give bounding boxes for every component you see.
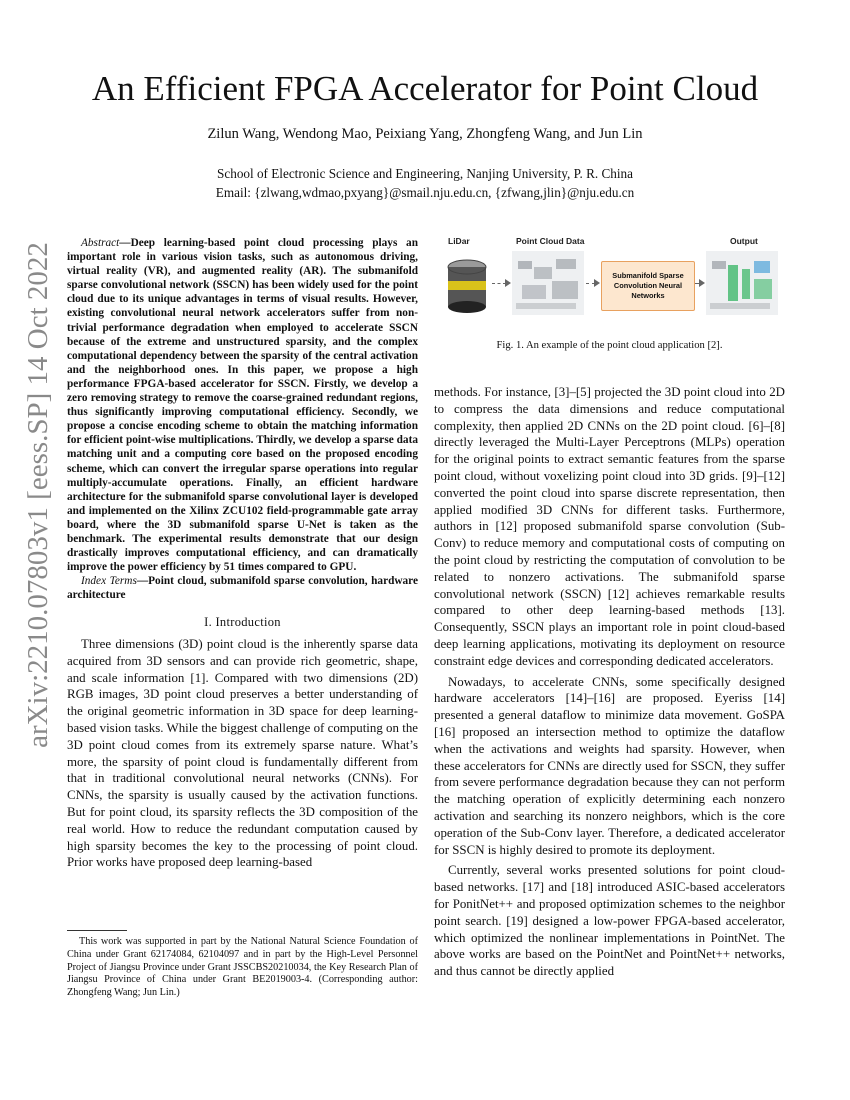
index-terms-label: Index Terms: [81, 575, 137, 588]
right-column: [434, 384, 785, 984]
arrow-lidar-to-data: [492, 283, 506, 284]
index-terms-text: —Point cloud, submanifold sparse convolution, hardware architecture: [67, 575, 418, 602]
arrowhead-icon: [699, 279, 705, 287]
paper-title: An Efficient FPGA Accelerator for Point Cloud: [91, 69, 759, 108]
output-segmentation-image: [706, 251, 778, 315]
section-heading: I. Introduction: [204, 615, 281, 630]
footnote: This work was supported in part by the National Natural Science Foundation of China under Grant 62174084, 62104097 and in part by the High-Level Personnel Project of Jiangsu Province under Grant JSSCBS20210034, the Key Research Plan of Jiangsu Province of China under Grant BE2019003-4. (Corresponding author: Zhongfeng Wang; Jun Lin.): [67, 936, 418, 999]
figure-caption: Fig. 1. An example of the point cloud application [2].: [496, 340, 723, 351]
arrowhead-icon: [505, 279, 511, 287]
right-paragraph-2: Nowadays, to accelerate CNNs, some specifically designed hardware accelerators [14]–[16] are proposed. Eyeriss [14] presented a general dataflow to minimize data movement. GoSPA [16] proposed an intersection method to optimize the dataflow when the activations and weights had sparsity. However, when these accelerators for CNNs are directly used for SSCN, they suffer from severe performance degradation because they can not perform the matching operation of explicitly determining each nonzero activation and searching its nonzero neighbors, which is the core operation of the Sub-Conv layer. Therefore, a dedicated accelerator for SSCN is highly desired to promote its deployment.: [434, 674, 785, 857]
figure-label-lidar: LiDar: [448, 236, 470, 246]
left-column: [67, 236, 418, 875]
affiliation: School of Electronic Science and Engineering, Nanjing University, P. R. China: [217, 166, 633, 181]
arrowhead-icon: [594, 279, 600, 287]
lidar-sensor-icon: [444, 257, 490, 317]
abstract: [67, 236, 418, 574]
affiliation-block: [60, 164, 790, 202]
right-paragraph-1: methods. For instance, [3]–[5] projected the 3D point cloud into 2D to compress the data dimensions and reduce computational complexity, then applied 2D CNNs on the 2D point cloud. [6]–[8] directly leveraged the Multi-Layer Perceptrons (MLPs) operation for the original points to extract semantic features from the sparse point cloud, without voxelizing point cloud into 3D grids. [9]–[12] converted the point cloud into sparse discrete representation, then applied modified 3D CNNs for different tasks. Furthermore, authors in [12] proposed submanifold sparse convolution (Sub-Conv) to reduce memory and computational costs of computing on the point cloud by restricting the computation of convolution to be related to nonzero activations. The submanifold sparse convolutional network (SSCN) [12] achieves remarkable results compared to other deep learning-based methods [13]. Consequently, SSCN plays an important role in point cloud-based deep learning applications, motivating its deployment on resource constraint edge devices and corresponding dedicated accelerators.: [434, 385, 785, 668]
abstract-label: Abstract: [81, 237, 120, 249]
figure-label-point-cloud: Point Cloud Data: [516, 236, 585, 246]
right-paragraph-3: Currently, several works presented solutions for point cloud-based networks. [17] and [18] introduced ASIC-based accelerators for PonitNet++ and proposed optimization schemes to the neighbor point search. [19] designed a low-power FPGA-based accelerator, which optimized the nonlinear implementations in PointNet. The above works are based on the PointNet and PointNet++ networks, and thus cannot be directly applied: [434, 863, 785, 979]
index-terms: [67, 574, 418, 602]
author-list: Zilun Wang, Wendong Mao, Peixiang Yang, Zhongfeng Wang, and Jun Lin: [207, 126, 643, 142]
arxiv-identifier: arXiv:2210.07803v1 [eess.SP] 14 Oct 2022: [22, 242, 54, 748]
sscn-box: Submanifold Sparse Convolution Neural Networks: [601, 261, 695, 311]
point-cloud-image: [512, 251, 584, 315]
intro-paragraph: Three dimensions (3D) point cloud is the inherently sparse data acquired from 3D sensors and can provide rich geometric, shape, and scale information [1]. Compared with two dimensions (2D) RGB images, 3D point cloud preserves a better understanding of the original geometric information in 3D space for deep learning-based vision tasks. While the biggest challenge of computing on the 3D point cloud comes from its extremely sparse nature. What’s more, the sparsity of point cloud is fundamentally different from that in traditional convolutional neural networks (CNNs). For CNNs, the sparsity is usually caused by the activation functions. But for point cloud, its sparsity reflects the 3D composition of the real world. How to reduce the redundant computation caused by high sparsity becomes the key to the processing of point cloud. Prior works have proposed deep learning-based: [67, 636, 418, 870]
email: Email: {zlwang,wdmao,pxyang}@smail.nju.edu.cn, {zfwang,jlin}@nju.edu.cn: [215, 185, 635, 200]
figure-1: [444, 233, 780, 333]
figure-label-output: Output: [730, 236, 758, 246]
abstract-text: —Deep learning-based point cloud processing plays an important role in various vision tasks, such as autonomous driving, virtual reality (VR), and augmented reality (AR). The submanifold sparse convolutional network (SSCN) has been widely used for the point cloud due to its unique advantages in terms of visual results. However, existing convolutional neural network accelerators suffer from non-trivial performance degradation when employed to accelerate SSCN because of the extreme and unstructured sparsity, and the complex computational dependency between the sparsity of the central activation and the neighborhood ones. In this paper, we propose a high performance FPGA-based accelerator for SSCN. Firstly, we develop a zero removing strategy to remove the coarse-grained redundant regions, thus significantly improving computational efficiency. Secondly, we propose a concise encoding scheme to obtain the matching information for efficient point-wise multiplications. Thirdly, we develop a sparse data matching unit and a computing core based on the proposed encoding scheme, which can convert the irregular sparse operations into regular multiply-accumulate operations. Finally, an efficient hardware architecture for the submanifold sparse convolutional layer is developed and implemented on the Xilinx ZCU102 field-programmable gate array board, where the 3D submanifold sparse U-Net is taken as the benchmark. The experimental results demonstrate that our design drastically improves computational efficiency, and can dramatically improve the power efficiency by 51 times compared to GPU.: [67, 237, 418, 574]
footnote-rule: [67, 930, 127, 931]
